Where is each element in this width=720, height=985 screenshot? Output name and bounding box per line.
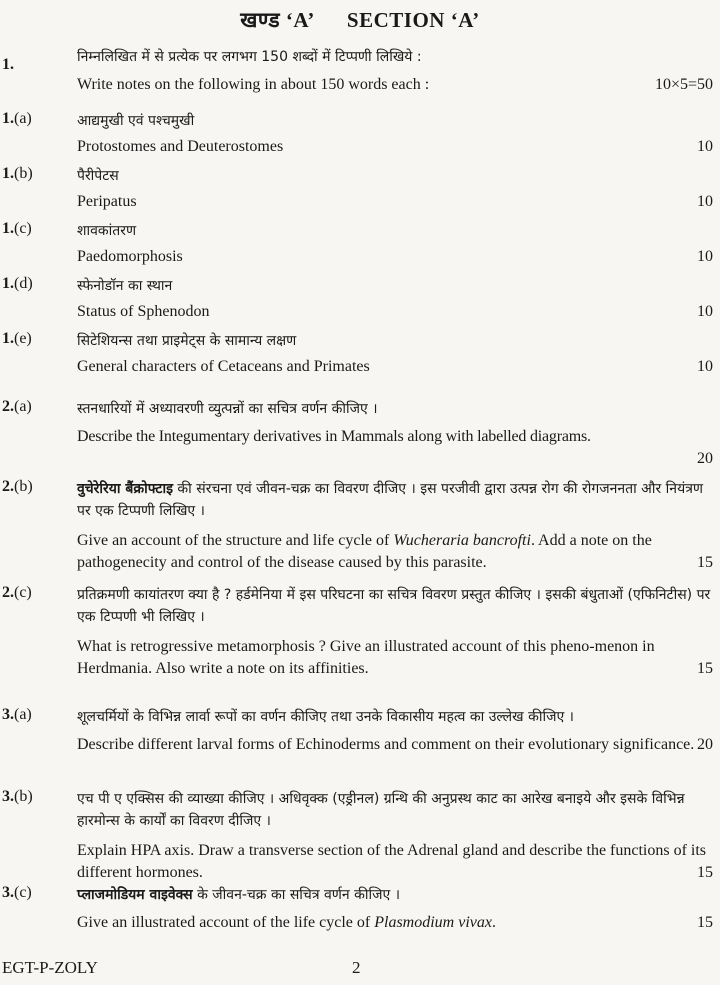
marks: 10 bbox=[697, 248, 713, 265]
question-english: What is retrogressive metamorphosis ? Give an illustrated account of this pheno-menon in Herdmania. Also write a note on its affinities. bbox=[77, 638, 655, 677]
organism-name-italic: Wucheraria bancrofti bbox=[393, 532, 531, 549]
paper-code: EGT-P-ZOLY bbox=[2, 958, 98, 977]
question-number: 1.(b) bbox=[2, 165, 33, 182]
question-hindi: प्रतिक्रमणी कायांतरण क्या है ? हर्डमेनिया में इस परिघटना का सचित्र विवरण प्रस्तुत कीजिए । इसकी बंधुताओं (एफिनिटीस) पर एक टिप्पणी भी लिखिए । bbox=[77, 587, 711, 625]
question-number: 2.(b) bbox=[2, 478, 33, 495]
question-english: Give an account of the structure and life cycle of Wucheraria bancrofti. Add a note on the pathogenecity and control of the disease caused by this parasite. 15 bbox=[77, 530, 713, 574]
question-english: Describe different larval forms of Echinoderms and comment on their evolutionary significance. bbox=[77, 736, 695, 753]
question-hindi: वुचेरेरिया बैंक्रोफ्टाइ की संरचना एवं जीवन-चक्र का विवरण दीजिए । इस परजीवी द्वारा उत्पन्न रोग की रोगजननता और नियंत्रण पर एक टिप्पणी लिखिए । bbox=[77, 481, 704, 519]
section-heading bbox=[0, 6, 720, 34]
organism-name-italic: Plasmodium vivax bbox=[374, 914, 492, 931]
section-heading-hindi: खण्ड ‘A’ bbox=[240, 8, 315, 32]
question-english: General characters of Cetaceans and Primates bbox=[77, 358, 370, 375]
question-english: Write notes on the following in about 150 words each : bbox=[77, 76, 430, 93]
question-hindi: सिटेशियन्स तथा प्राइमेट्स के सामान्य लक्षण bbox=[77, 333, 297, 349]
marks: 10 bbox=[697, 138, 713, 155]
marks: 20 bbox=[697, 450, 713, 467]
question-number: 1.(c) bbox=[2, 220, 32, 237]
question-english: Describe the Integumentary derivatives in Mammals along with labelled diagrams. bbox=[77, 428, 591, 445]
question-english: Status of Sphenodon bbox=[77, 303, 210, 320]
question-number: 1. bbox=[2, 56, 14, 73]
marks: 20 bbox=[697, 736, 713, 753]
marks: 15 bbox=[697, 864, 713, 881]
marks: 10 bbox=[697, 358, 713, 375]
question-hindi: निम्नलिखित में से प्रत्येक पर लगभग 150 शब्दों में टिप्पणी लिखिये : bbox=[77, 49, 422, 65]
question-number: 1.(d) bbox=[2, 275, 33, 292]
question-number: 2.(c) bbox=[2, 584, 32, 601]
question-english: Peripatus bbox=[77, 193, 137, 210]
question-hindi: शूलचर्मियों के विभिन्न लार्वा रूपों का वर्णन कीजिए तथा उनके विकासीय महत्व का उल्लेख कीजिए । bbox=[77, 709, 574, 725]
marks: 10 bbox=[697, 193, 713, 210]
question-number: 3.(b) bbox=[2, 788, 33, 805]
question-hindi: आद्यमुखी एवं पश्चमुखी bbox=[77, 113, 195, 129]
marks: 15 bbox=[697, 554, 713, 571]
question-hindi: शावकांतरण bbox=[77, 223, 137, 239]
question-hindi: प्लाजमोडियम वाइवेक्स के जीवन-चक्र का सचित्र वर्णन कीजिए । bbox=[77, 887, 401, 903]
question-hindi: पैरीपेटस bbox=[77, 168, 119, 184]
question-number: 2.(a) bbox=[2, 398, 32, 415]
marks: 10 bbox=[697, 303, 713, 320]
question-number: 1.(a) bbox=[2, 110, 32, 127]
question-number: 3.(c) bbox=[2, 884, 32, 901]
organism-name: प्लाजमोडियम वाइवेक्स bbox=[77, 887, 193, 903]
question-english: Protostomes and Deuterostomes bbox=[77, 138, 284, 155]
question-english: Give an illustrated account of the life cycle of Plasmodium vivax. 15 bbox=[77, 912, 713, 934]
question-number: 3.(a) bbox=[2, 706, 32, 723]
question-english: Paedomorphosis bbox=[77, 248, 183, 265]
question-hindi: स्तनधारियों में अध्यावरणी व्युत्पन्नों का सचित्र वर्णन कीजिए । bbox=[77, 401, 378, 417]
organism-name: वुचेरेरिया बैंक्रोफ्टाइ bbox=[77, 481, 173, 497]
marks: 10×5=50 bbox=[654, 76, 713, 93]
page-number: 2 bbox=[352, 958, 361, 977]
section-heading-english: SECTION ‘A’ bbox=[346, 8, 480, 32]
marks: 15 bbox=[697, 660, 713, 677]
question-english: Explain HPA axis. Draw a transverse section of the Adrenal gland and describe the functions of its different hormones. bbox=[77, 842, 707, 881]
question-hindi: एच पी ए एक्सिस की व्याख्या कीजिए । अधिवृक्क (एड्रीनल) ग्रन्थि की अनुप्रस्थ काट का आरेख बनाइये और इसके विभिन्न हारमोन्स के कार्यों का विवरण दीजिए । bbox=[77, 791, 685, 829]
question-number: 1.(e) bbox=[2, 330, 32, 347]
question-hindi: स्फेनोडॉन का स्थान bbox=[77, 278, 173, 294]
marks: 15 bbox=[697, 914, 713, 931]
